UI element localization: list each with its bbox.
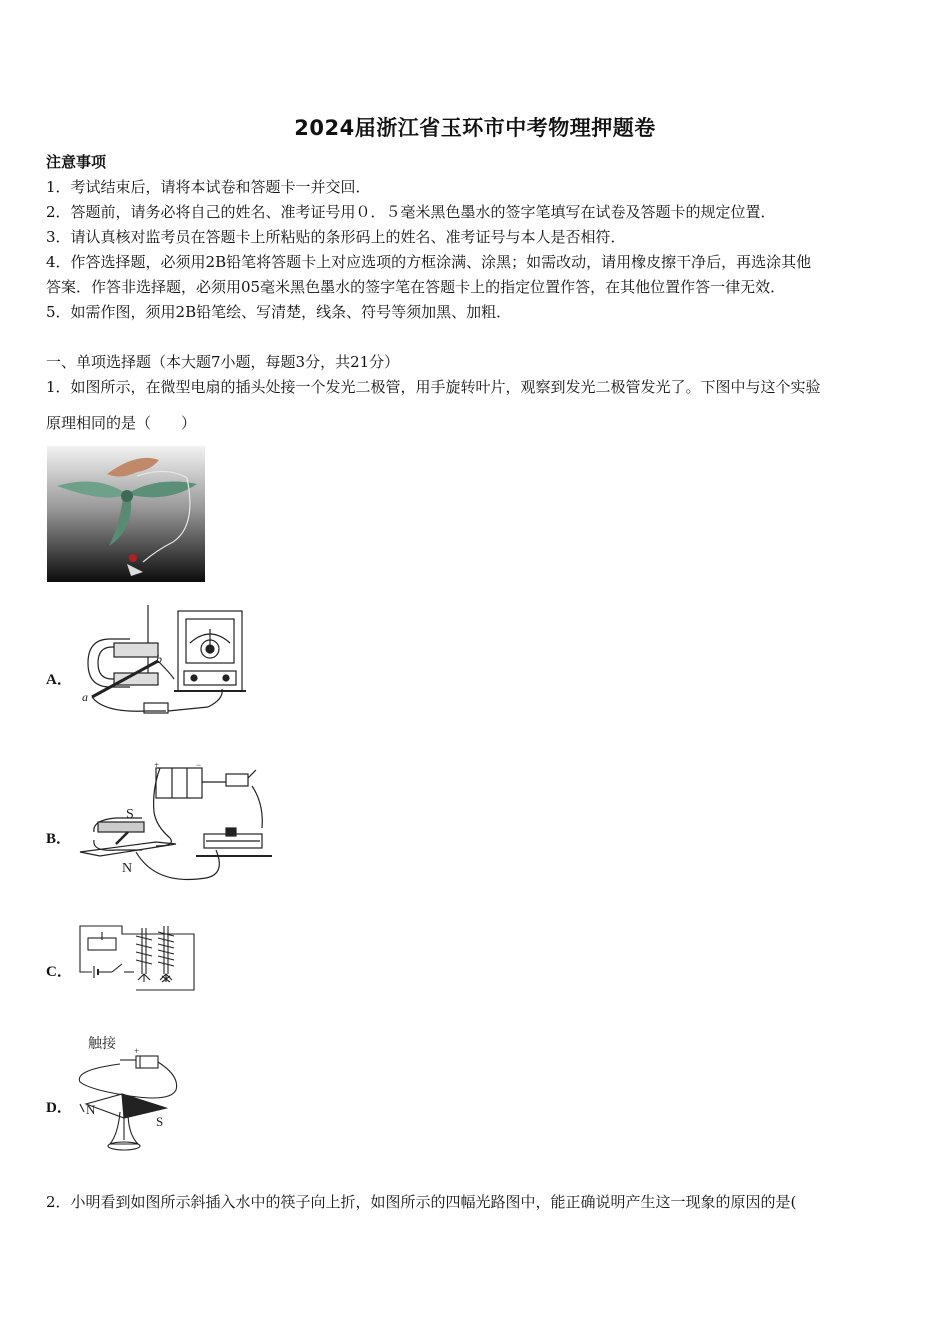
- question-1-text-cont: 原理相同的是（ ）: [46, 414, 197, 432]
- fan-led-photo: [47, 446, 205, 582]
- option-d-label-s: S: [156, 1114, 164, 1129]
- option-a-label-a: a: [82, 690, 88, 704]
- option-c-diagram: [76, 920, 200, 996]
- question-2-text: 2．小明看到如图所示斜插入水中的筷子向上折，如图所示的四幅光路图中，能正确说明产生这一现象的原因的是(: [46, 1193, 797, 1211]
- option-b-label-s: S: [126, 807, 134, 822]
- option-a-diagram: [74, 603, 250, 721]
- notice-item-4-cont: 答案．作答非选择题，必须用05毫米黑色墨水的签字笔在答题卡上的指定位置作答，在其他位置作答一律无效．: [46, 278, 786, 296]
- option-b-label-n: N: [122, 861, 133, 876]
- notice-heading: 注意事项: [46, 153, 107, 171]
- option-d-label-plus: +: [134, 1046, 140, 1056]
- notice-item-3: 3．请认真核对监考员在答题卡上所粘贴的条形码上的姓名、准考证号与本人是否相符．: [46, 228, 626, 246]
- option-d-label-n: N: [86, 1102, 96, 1117]
- question-1-text: 1．如图所示，在微型电扇的插头处接一个发光二极管，用手旋转叶片，观察到发光二极管发光了。下图中与这个实验: [46, 378, 821, 396]
- notice-item-2: 2．答题前，请务必将自己的姓名、准考证号用０．５毫米黑色墨水的签字笔填写在试卷及答题卡的规定位置．: [46, 203, 776, 221]
- option-d-label: D．: [46, 1100, 72, 1116]
- option-c-label: C．: [46, 964, 72, 980]
- notice-item-5: 5．如需作图，须用2B铅笔绘、写清楚，线条、符号等须加黑、加粗．: [46, 303, 512, 321]
- option-a-label-b: b: [156, 652, 162, 666]
- option-d-label-touch: 触接: [88, 1037, 116, 1052]
- notice-item-1: 1．考试结束后，请将本试卷和答题卡一并交回．: [46, 178, 371, 196]
- option-a-label: A．: [46, 672, 72, 688]
- notice-item-4: 4．作答选择题，必须用2B铅笔将答题卡上对应选项的方框涂满、涂黑；如需改动，请用橡皮擦干净后，再选涂其他: [46, 253, 812, 271]
- section-heading: 一、单项选择题（本大题7小题，每题3分，共21分）: [46, 353, 400, 371]
- option-b-label-minus: −: [196, 760, 202, 770]
- page-title: 2024届浙江省玉环市中考物理押题卷: [294, 116, 656, 140]
- option-b-label-plus: +: [154, 760, 160, 770]
- option-b-label: B．: [46, 831, 72, 847]
- option-d-diagram: [70, 1030, 190, 1160]
- option-b-diagram: [76, 760, 276, 890]
